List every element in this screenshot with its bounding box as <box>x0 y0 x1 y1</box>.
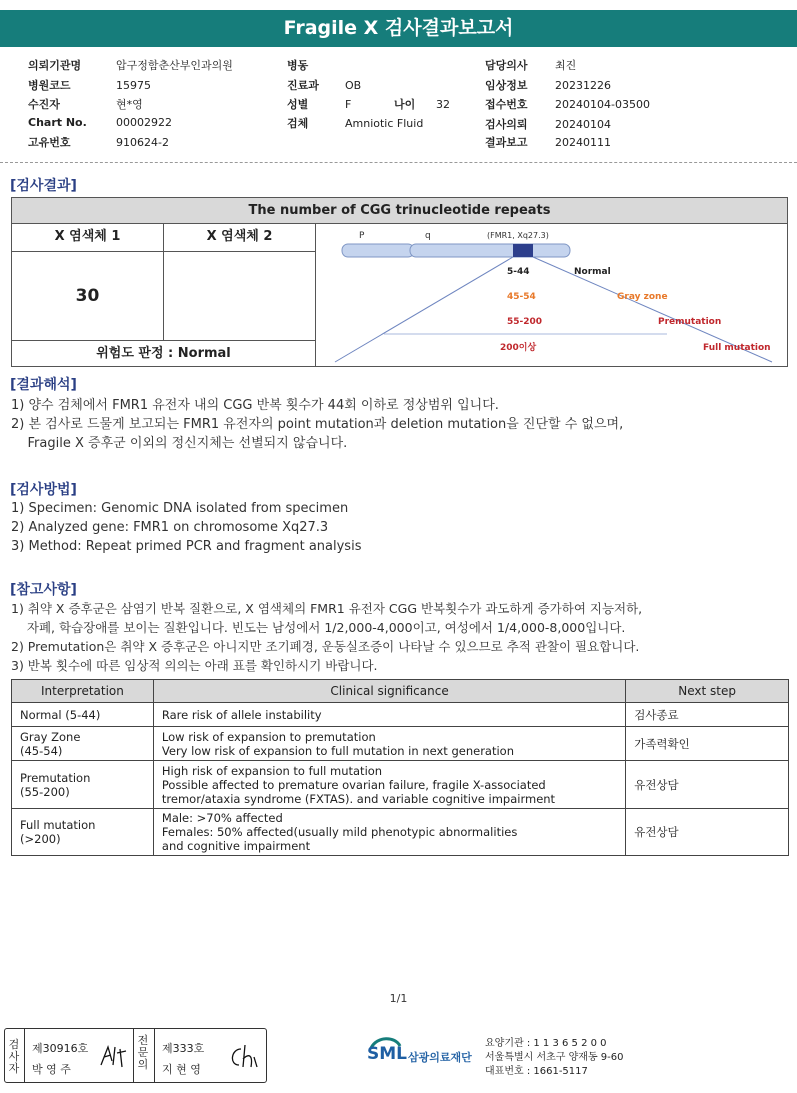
meta-field <box>485 77 611 93</box>
meta-value: 현*영 <box>116 98 143 111</box>
table-row <box>12 727 789 761</box>
meta-field <box>28 57 233 73</box>
meta-field <box>485 96 650 112</box>
chromosome-1-value: 30 <box>12 252 164 341</box>
meta-value: F <box>345 98 352 111</box>
tester-label: 검 사 자 <box>8 1038 20 1075</box>
header-next-step: Next step <box>626 680 789 703</box>
chromosome-q-arm <box>410 244 570 257</box>
meta-label: 진료과 <box>287 79 319 92</box>
cell-next-step: 검사종료 <box>626 703 789 727</box>
q-arm-label: q <box>425 231 431 241</box>
tester-license-no: 제30916호 <box>32 1042 89 1055</box>
org-info <box>485 1037 624 1079</box>
meta-label: 검체 <box>287 117 309 130</box>
tester-name: 박 영 주 <box>32 1063 71 1076</box>
risk-assessment: 위험도 판정 : Normal <box>12 341 316 366</box>
header-interpretation: Interpretation <box>12 680 154 703</box>
interpretation-line: Fragile X 증후군 이외의 정신지체는 선별되지 않습니다. <box>11 436 348 451</box>
report-title: Fragile X 검사결과보고서 <box>0 10 797 47</box>
cell-interpretation: Normal (5-44) <box>12 703 154 727</box>
specialist-signature <box>227 1043 263 1071</box>
range-value: 200이상 <box>500 343 537 353</box>
meta-label: 의뢰기관명 <box>28 59 82 72</box>
meta-field <box>28 116 172 129</box>
org-info-line: 요양기관 : 1 1 3 6 5 2 0 0 <box>485 1038 607 1049</box>
meta-value: 20231226 <box>555 79 611 92</box>
meta-label: Chart No. <box>28 116 87 129</box>
meta-value: 압구정함춘산부인과의원 <box>116 59 233 72</box>
meta-label: 접수번호 <box>485 98 528 111</box>
table-row <box>12 703 789 727</box>
meta-value: 32 <box>436 98 450 111</box>
meta-value: 910624-2 <box>116 136 169 149</box>
section-title-notes: [참고사항] <box>10 582 77 598</box>
notes-text <box>11 599 642 675</box>
cell-next-step: 유전상담 <box>626 761 789 809</box>
result-table-title: The number of CGG trinucleotide repeats <box>12 198 787 224</box>
interpretation-line: 1) 양수 검체에서 FMR1 유전자 내의 CGG 반복 횟수가 44회 이하로 정상범위 입니다. <box>11 398 499 413</box>
p-arm-label: P <box>359 231 365 241</box>
chromosome-1-header: X 염색체 1 <box>12 223 164 252</box>
meta-field <box>485 116 611 132</box>
meta-value: 00002922 <box>116 116 172 129</box>
cell-clinical-significance: Low risk of expansion to premutation Very low risk of expansion to full mutation in next generation <box>153 727 625 761</box>
clinical-significance-table <box>11 679 789 856</box>
meta-label: 고유번호 <box>28 136 71 149</box>
meta-value: 최진 <box>555 59 577 72</box>
meta-label: 결과보고 <box>485 136 528 149</box>
fmr1-locus-band <box>513 244 533 257</box>
range-label: Gray zone <box>617 292 668 302</box>
header-clinical-significance: Clinical significance <box>153 680 625 703</box>
table-row <box>12 761 789 809</box>
meta-label: 나이 <box>394 98 416 111</box>
meta-field <box>287 115 423 131</box>
specialist-license-no: 제333호 <box>162 1042 205 1055</box>
section-title-method: [검사방법] <box>10 482 77 498</box>
method-line: 2) Analyzed gene: FMR1 on chromosome Xq27.3 <box>11 520 329 535</box>
tester-signature <box>98 1043 130 1071</box>
meta-field <box>485 134 611 150</box>
notes-line: 1) 취약 X 증후군은 삼염기 반복 질환으로, X 염색체의 FMR1 유전자 CGG 반복횟수가 과도하게 증가하여 지능저하, <box>11 601 643 616</box>
interpretation-text <box>11 396 623 453</box>
range-label: Full mutation <box>703 343 771 353</box>
range-label: Premutation <box>658 317 722 327</box>
specialist-name: 지 현 영 <box>162 1063 201 1076</box>
chromosome-p-arm <box>342 244 414 257</box>
meta-field <box>287 96 351 112</box>
method-text <box>11 499 361 556</box>
range-value: 5-44 <box>507 267 530 277</box>
interpretation-line: 2) 본 검사로 드물게 보고되는 FMR1 유전자의 point mutation과 deletion mutation을 진단할 수 없으며, <box>11 417 624 432</box>
result-box <box>11 197 788 367</box>
cell-next-step: 가족력확인 <box>626 727 789 761</box>
table-row <box>12 809 789 856</box>
meta-value: 20240111 <box>555 136 611 149</box>
cell-interpretation: Full mutation (>200) <box>12 809 154 856</box>
cell-clinical-significance: Rare risk of allele instability <box>153 703 625 727</box>
range-value: 45-54 <box>507 292 536 302</box>
section-title-interpretation: [결과해석] <box>10 377 77 393</box>
sml-logo <box>367 1034 472 1074</box>
fmr1-diagram <box>317 224 787 367</box>
notes-line: 2) Premutation은 취약 X 증후군은 아니지만 조기폐경, 운동실조증이 나타날 수 있으므로 추적 관찰이 필요합니다. <box>11 639 640 654</box>
range-label: Normal <box>574 267 611 277</box>
specialist-label: 전 문 의 <box>137 1034 149 1071</box>
meta-value: 20240104-03500 <box>555 98 650 111</box>
cell-clinical-significance: High risk of expansion to full mutation Possible affected to premature ovarian failure, fragile X-associated tremor/ataxia syndrome (FXTAS). and variable cognitive impairment <box>153 761 625 809</box>
meta-field <box>287 77 361 93</box>
meta-label: 검사의뢰 <box>485 118 528 131</box>
cell-next-step: 유전상담 <box>626 809 789 856</box>
meta-field-age <box>394 96 450 112</box>
chromosome-2-value <box>164 252 316 341</box>
zoom-line-left <box>335 257 513 362</box>
notes-line: 3) 반복 횟수에 따른 임상적 의의는 아래 표를 확인하시기 바랍니다. <box>11 658 378 673</box>
locus-label: (FMR1, Xq27.3) <box>487 231 549 240</box>
meta-label: 수진자 <box>28 98 60 111</box>
meta-label: 임상정보 <box>485 79 528 92</box>
table-header-row <box>12 680 789 703</box>
meta-label: 병동 <box>287 59 309 72</box>
section-title-results: [검사결과] <box>10 178 77 194</box>
method-line: 1) Specimen: Genomic DNA isolated from specimen <box>11 501 349 516</box>
meta-field <box>485 57 576 73</box>
meta-field <box>28 77 151 93</box>
logo-text: SML <box>367 1044 407 1064</box>
meta-field <box>287 57 345 73</box>
signature-box <box>4 1028 267 1083</box>
meta-label: 병원코드 <box>28 79 71 92</box>
chromosome-2-header: X 염색체 2 <box>164 223 316 252</box>
meta-value: OB <box>345 79 362 92</box>
meta-value: 15975 <box>116 79 151 92</box>
org-name: 삼광의료재단 <box>408 1051 472 1064</box>
meta-label: 성별 <box>287 98 309 111</box>
meta-value: Amniotic Fluid <box>345 117 424 130</box>
notes-line: 자폐, 학습장애를 보이는 질환입니다. 빈도는 남성에서 1/2,000-4,000이고, 여성에서 1/4,000-8,000입니다. <box>11 620 626 635</box>
method-line: 3) Method: Repeat primed PCR and fragment analysis <box>11 539 362 554</box>
meta-label: 담당의사 <box>485 59 528 72</box>
cell-interpretation: Gray Zone (45-54) <box>12 727 154 761</box>
org-info-line: 대표번호 : 1661-5117 <box>485 1066 588 1077</box>
divider <box>0 162 797 163</box>
meta-field <box>28 96 143 112</box>
cell-clinical-significance: Male: >70% affected Females: 50% affected(usually mild phenotypic abnormalities and cognitive impairment <box>153 809 625 856</box>
cell-interpretation: Premutation (55-200) <box>12 761 154 809</box>
page-number: 1/1 <box>389 992 408 1005</box>
range-value: 55-200 <box>507 317 543 327</box>
org-info-line: 서울특별시 서초구 양재동 9-60 <box>485 1052 624 1063</box>
meta-value: 20240104 <box>555 118 611 131</box>
meta-field <box>28 134 169 150</box>
